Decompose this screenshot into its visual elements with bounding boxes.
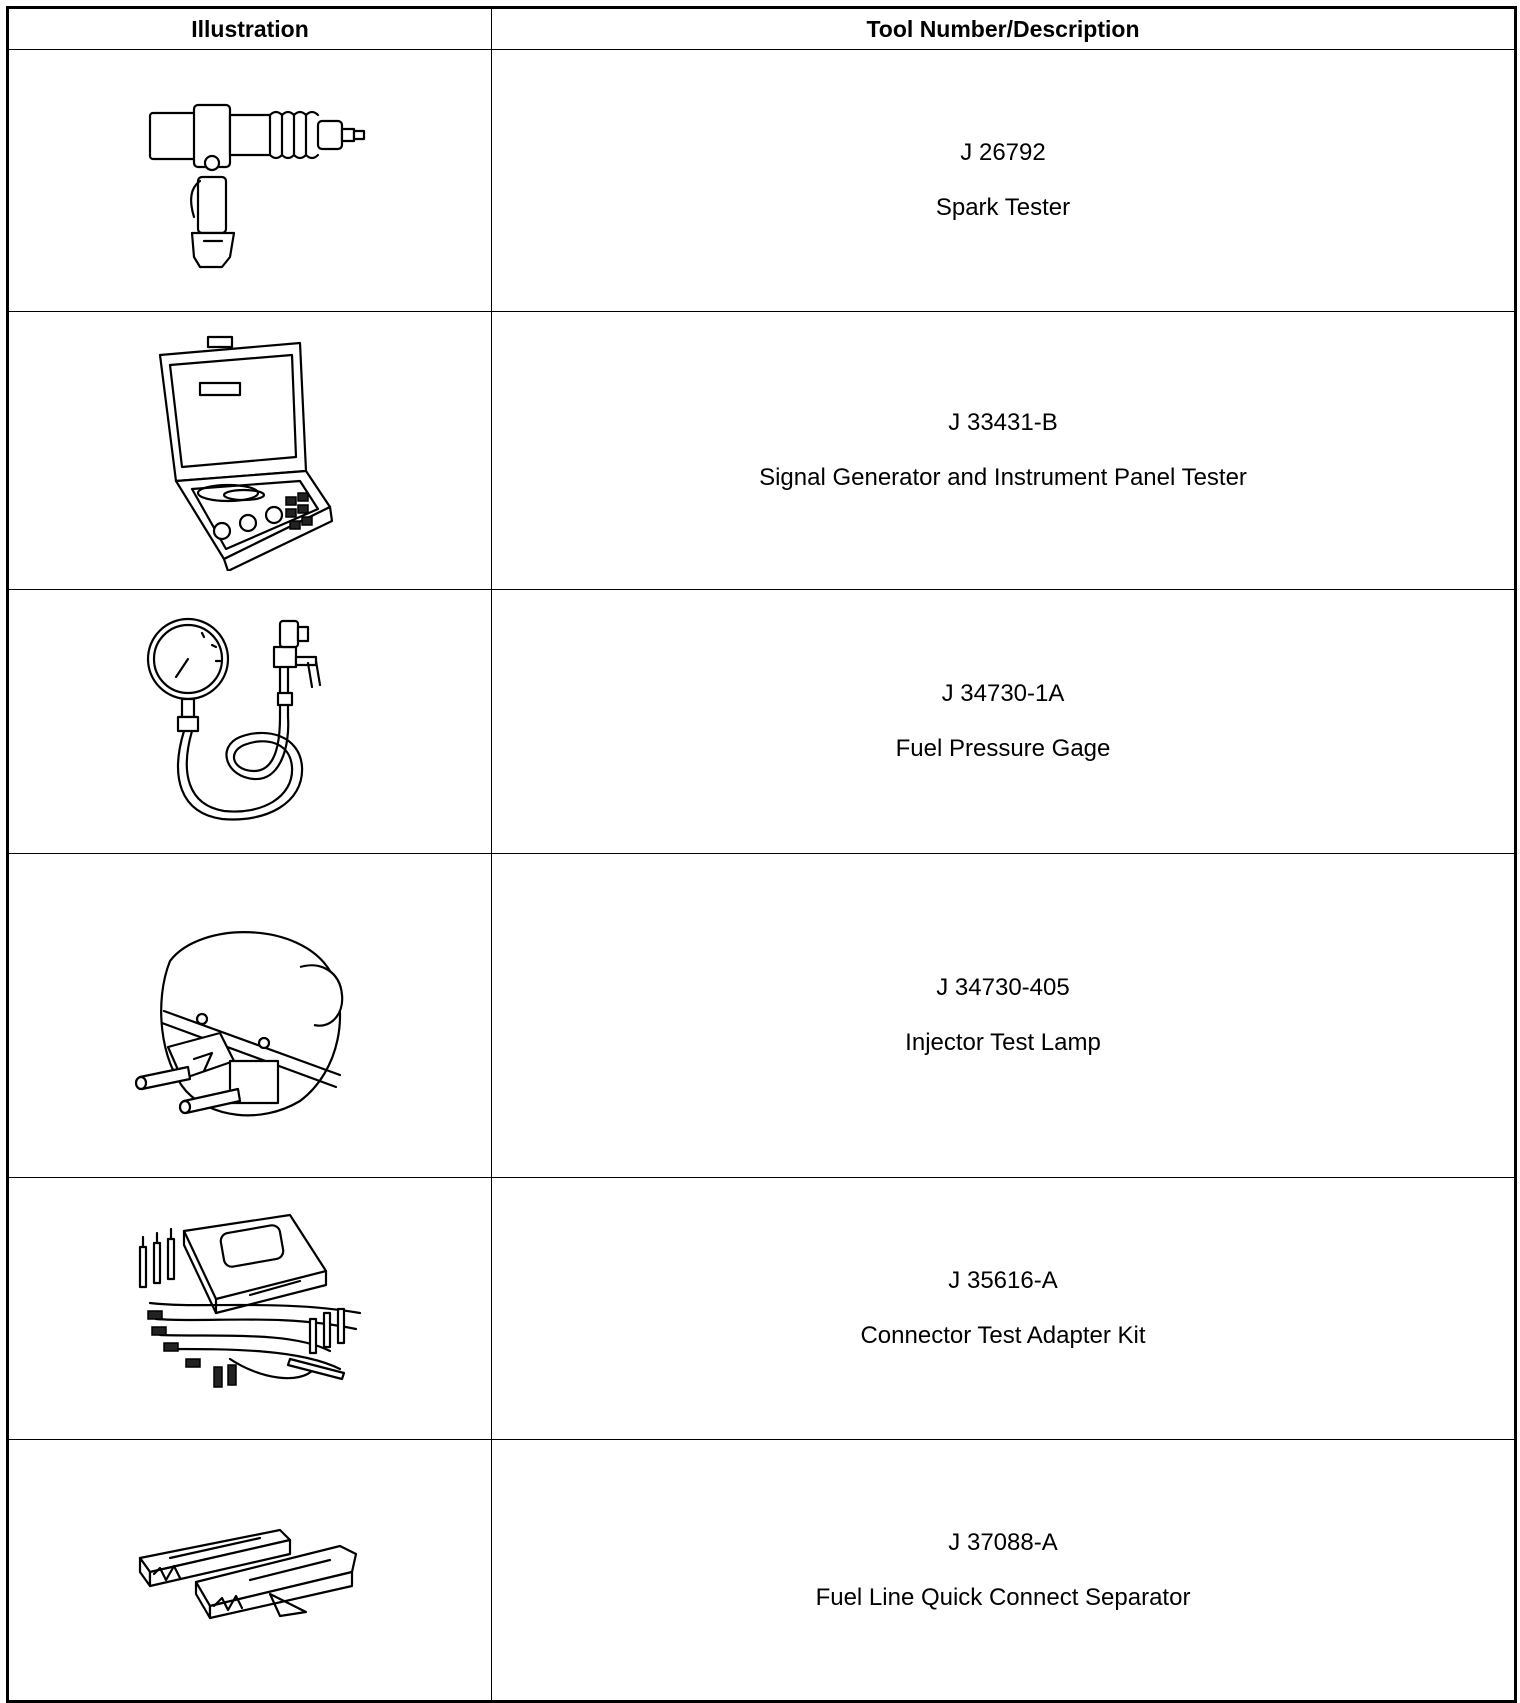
tool-number: J 34730-405 [936,974,1070,1001]
tool-number: J 37088-A [948,1528,1058,1556]
tool-number: J 34730-1A [941,680,1065,707]
illustration-cell [8,312,492,590]
illustration-cell [8,50,492,312]
table-row [8,1440,1516,1702]
header-illustration: Illustration [8,8,492,50]
table-row [8,590,1516,854]
illustration-cell [8,590,492,854]
header-tool-number-description: Tool Number/Description [492,8,1516,50]
tool-description-cell [492,590,1516,854]
table-row [8,854,1516,1178]
tool-description-cell [492,312,1516,590]
tool-description: Spark Tester [935,194,1071,221]
tool-description-cell [492,1178,1516,1440]
tool-description: Connector Test Adapter Kit [860,1322,1146,1349]
illustration-cell [8,1178,492,1440]
table-row [8,1178,1516,1440]
tool-description: Injector Test Lamp [905,1029,1101,1056]
tool-description: Fuel Line Quick Connect Separator [815,1583,1191,1611]
tool-number: J 26792 [960,139,1046,166]
quick-connect-separator-illustration [130,1510,370,1630]
table-row [8,50,1516,312]
injector-test-lamp-illustration [130,911,370,1121]
adapter-kit-illustration [130,1209,370,1409]
tool-description: Signal Generator and Instrument Panel Tester [759,464,1247,491]
illustration-cell [8,1440,492,1702]
tool-description: Fuel Pressure Gage [895,735,1111,762]
tool-description-cell [492,1440,1516,1702]
signal-generator-case-illustration [140,331,360,571]
fuel-pressure-gage-illustration [140,607,360,837]
spark-tester-illustration [130,91,370,271]
tool-description-cell [492,50,1516,312]
special-tools-table [6,6,1517,1703]
table-row [8,312,1516,590]
illustration-cell [8,854,492,1178]
tool-number: J 33431-B [948,409,1058,436]
table-header-row [8,8,1516,50]
tool-number: J 35616-A [948,1267,1058,1294]
tool-description-cell [492,854,1516,1178]
